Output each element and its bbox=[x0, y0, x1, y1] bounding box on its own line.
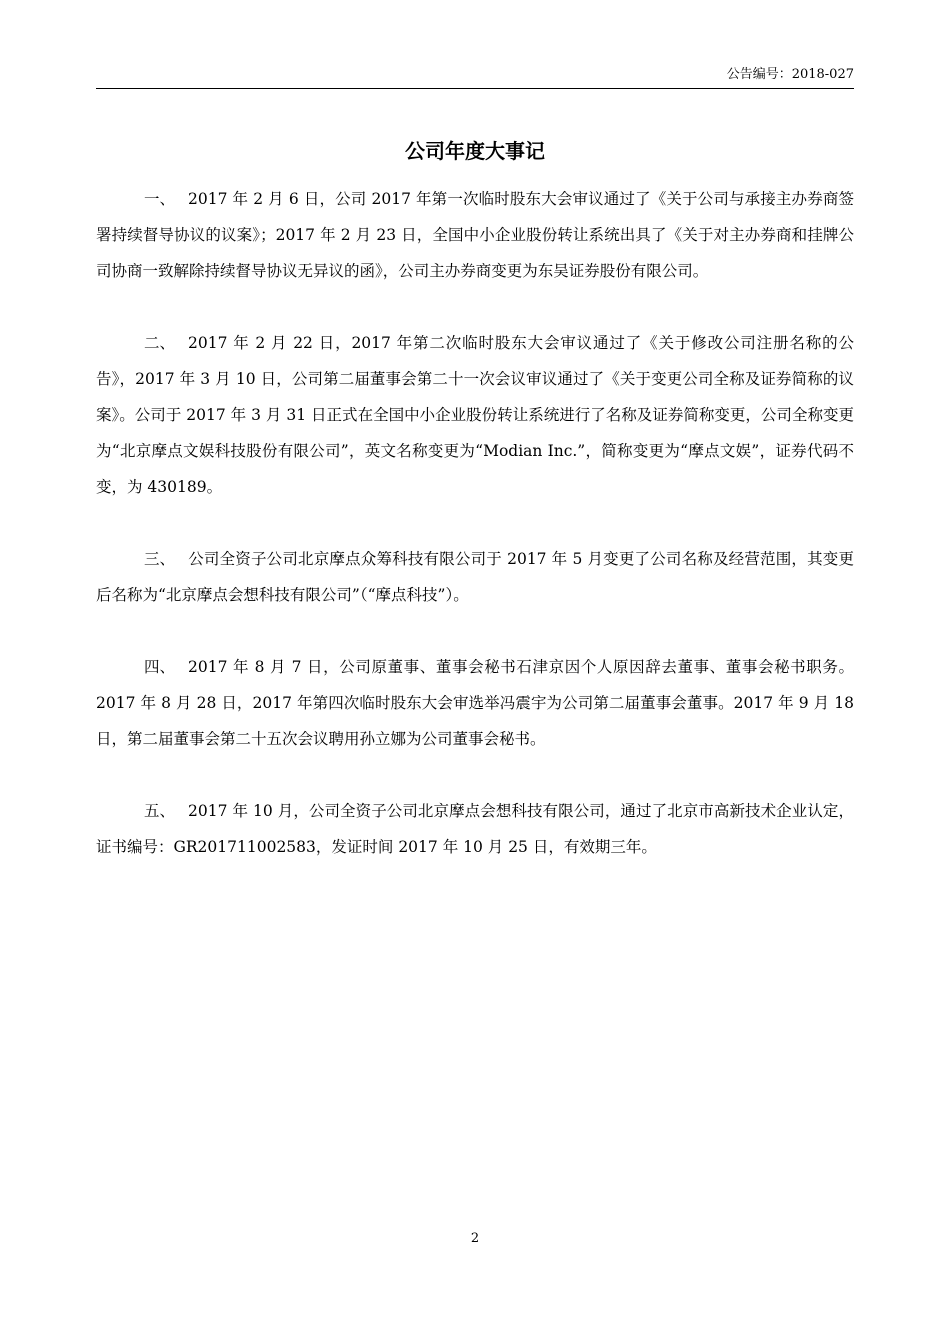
paragraph-text: 2017 年 2 月 22 日，2017 年第二次临时股东大会审议通过了《关于修改公司注册名称的公告》，2017 年 3 月 10 日，公司第二届董事会第二十一次会议审议通过了《关于变更公司全称及证券简称的议案》。公司于 2017 年 3 月 31 日正式在全国中小企业股份转让系统进行了名称及证券简称变更，公司全称变更为“北京摩点文娱科技股份有限公司”，英文名称变更为“Modian Inc.”，简称变更为“摩点文娱”，证券代码不变，为 430189。 bbox=[96, 334, 854, 496]
paragraph-5 bbox=[96, 793, 854, 865]
paragraph-marker: 三、 bbox=[144, 550, 176, 568]
paragraph-4 bbox=[96, 649, 854, 757]
paragraph-1 bbox=[96, 181, 854, 289]
paragraph-text: 2017 年 2 月 6 日，公司 2017 年第一次临时股东大会审议通过了《关于公司与承接主办券商签署持续督导协议的议案》；2017 年 2 月 23 日，全国中小企业股份转让系统出具了《关于对主办券商和挂牌公司协商一致解除持续督导协议无异议的函》，公司主办券商变更为东吴证券股份有限公司。 bbox=[96, 190, 854, 280]
paragraph-marker: 四、 bbox=[144, 658, 176, 676]
announcement-number: 公告编号：2018-027 bbox=[726, 67, 854, 82]
page-number: 2 bbox=[470, 1231, 480, 1246]
paragraph-text: 2017 年 8 月 7 日，公司原董事、董事会秘书石津京因个人原因辞去董事、董事会秘书职务。2017 年 8 月 28 日，2017 年第四次临时股东大会审选举冯震宇为公司第二届董事会董事。2017 年 9 月 18 日，第二届董事会第二十五次会议聘用孙立娜为公司董事会秘书。 bbox=[96, 658, 854, 748]
paragraph-2 bbox=[96, 325, 854, 505]
paragraph-marker: 二、 bbox=[144, 334, 176, 352]
paragraph-text: 2017 年 10 月，公司全资子公司北京摩点会想科技有限公司，通过了北京市高新技术企业认定，证书编号：GR201711002583，发证时间 2017 年 10 月 25 日，有效期三年。 bbox=[96, 802, 854, 856]
document-body bbox=[96, 181, 854, 901]
document-title: 公司年度大事记 bbox=[405, 139, 545, 163]
paragraph-marker: 五、 bbox=[144, 802, 176, 820]
page-header bbox=[96, 66, 854, 89]
paragraph-text: 公司全资子公司北京摩点众筹科技有限公司于 2017 年 5 月变更了公司名称及经营范围，其变更后名称为“北京摩点会想科技有限公司”（“摩点科技”）。 bbox=[96, 550, 854, 604]
paragraph-3 bbox=[96, 541, 854, 613]
paragraph-marker: 一、 bbox=[144, 190, 176, 208]
